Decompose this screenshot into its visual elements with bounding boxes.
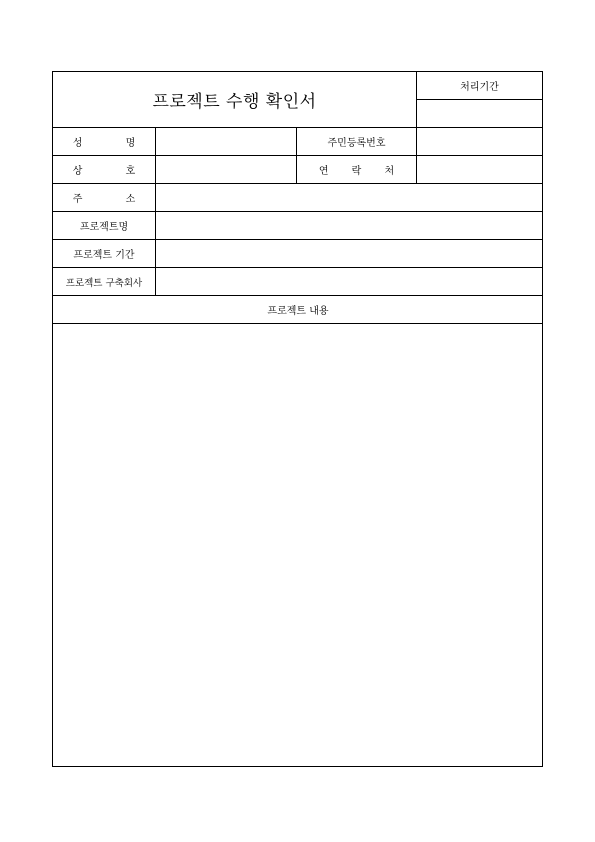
contact-field[interactable]: [417, 156, 543, 183]
project-period-label: 프로젝트 기간: [73, 250, 135, 261]
project-company-field[interactable]: [156, 268, 543, 295]
project-content-field[interactable]: [53, 324, 543, 766]
company-name-field[interactable]: [156, 156, 296, 183]
name-field[interactable]: [156, 128, 296, 155]
project-company-label: 프로젝트 구축회사: [65, 277, 143, 289]
company-name-label: 상 호: [72, 166, 136, 177]
name-label: 성 명: [72, 138, 136, 149]
resident-id-field[interactable]: [417, 128, 543, 155]
processing-period-field[interactable]: [416, 100, 543, 127]
resident-id-label: 주민등록번호: [327, 138, 386, 149]
project-name-label: 프로젝트명: [79, 222, 129, 233]
processing-period-label: 처리기간: [460, 82, 499, 93]
address-label: 주 소: [72, 194, 136, 205]
contact-label: 연 락 처: [318, 166, 395, 177]
project-period-field[interactable]: [156, 240, 543, 267]
project-confirmation-form: [52, 71, 543, 767]
address-field[interactable]: [156, 184, 543, 211]
project-content-header: 프로젝트 내용: [267, 306, 329, 317]
form-title: 프로젝트 수행 확인서: [152, 92, 317, 112]
project-name-field[interactable]: [156, 212, 543, 239]
